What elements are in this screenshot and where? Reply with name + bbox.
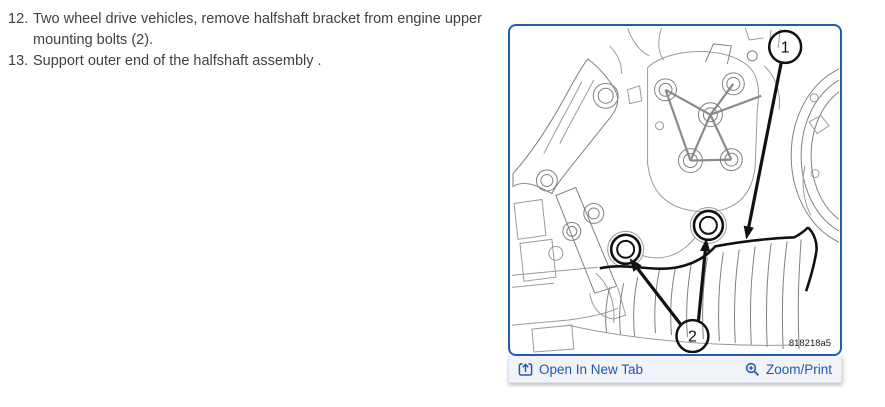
- engine-line-art: [512, 28, 839, 352]
- zoom-print-link[interactable]: [745, 362, 832, 377]
- figure-code: 818218a5: [788, 338, 832, 350]
- figure-panel: [508, 24, 842, 383]
- open-in-new-tab-link[interactable]: [518, 362, 643, 377]
- callout-1-label: 1: [780, 39, 790, 57]
- zoom-plus-icon: [745, 362, 760, 377]
- figure-footer: [508, 356, 842, 383]
- instruction-step-13: [8, 51, 508, 72]
- mounting-bolt-highlight-left: [611, 235, 640, 264]
- instruction-list: [8, 9, 508, 72]
- step-text: Support outer end of the halfshaft assembly .: [33, 53, 322, 69]
- callout-2-label: 2: [688, 328, 697, 346]
- step-number: 13.: [8, 53, 29, 69]
- engine-diagram: [510, 26, 839, 353]
- figure-box: [508, 24, 842, 356]
- step-number: 12.: [8, 11, 29, 27]
- open-in-new-tab-label: Open In New Tab: [539, 361, 644, 377]
- zoom-print-label: Zoom/Print: [765, 361, 832, 377]
- instruction-step-12: [8, 9, 508, 51]
- mounting-bolt-highlight-right: [694, 211, 723, 240]
- step-text: Two wheel drive vehicles, remove halfshaft bracket from engine upper mounting bolts (2).: [33, 11, 482, 48]
- open-in-new-tab-icon: [518, 362, 533, 377]
